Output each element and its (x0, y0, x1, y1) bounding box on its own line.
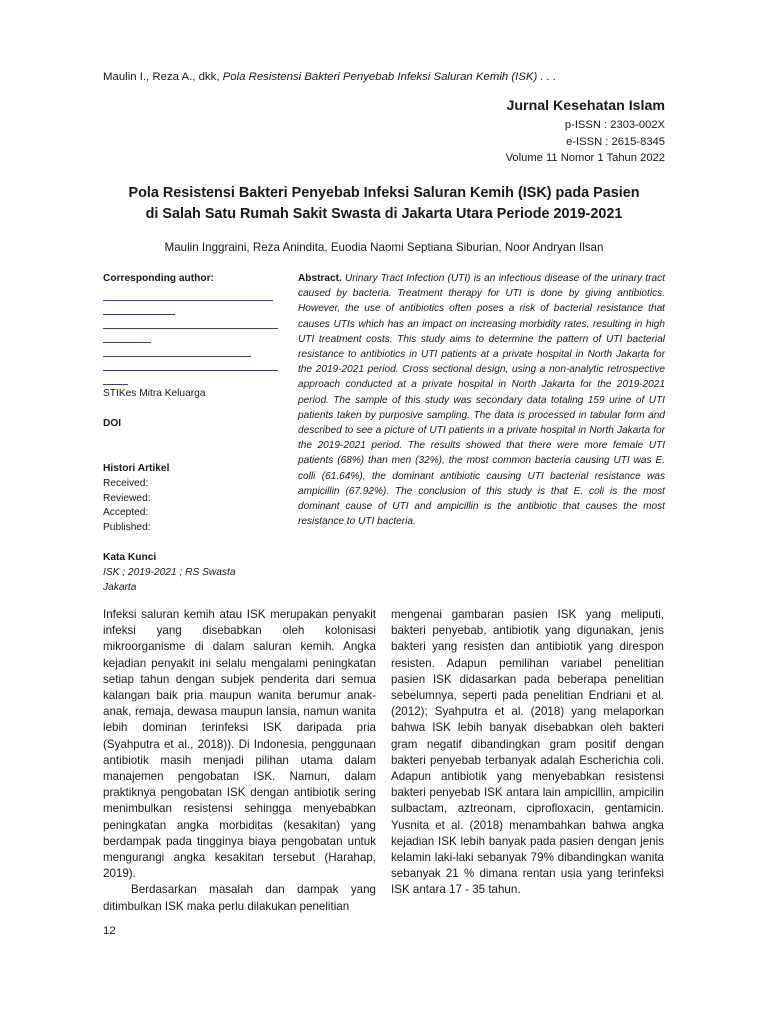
body-paragraph: Berdasarkan masalah dan dampak yang ditimbulkan ISK maka perlu dilakukan penelitian (103, 883, 376, 913)
corresponding-link-line[interactable] (103, 371, 128, 385)
reviewed-label: Reviewed: (103, 492, 151, 504)
article-title-line-2: di Salah Satu Rumah Sakit Swasta di Jakarta Utara Periode 2019-2021 (145, 206, 623, 222)
body-paragraph: mengenai gambaran pasien ISK yang meliputi, bakteri penyebab, antibiotik yang digunakan, jenis bakteri yang resisten dan antibiotik yang direspon resisten. Adapun pemilihan variabel penelitian pasien ISK didasarkan pada beberapa penelitian sebelumnya, seperti pada penelitian Endriani et al. (2012); Syahputra et al. (2018) yang melaporkan bahwa ISK lebih banyak disebabkan oleh bakteri gram negatif dibandingkan gram positif dengan bakteri penyebab terbanyak adalah Escherichia coli. Adapun antibiotik yang menyebabkan resistensi bakteri penyebab ISK antara lain ampicillin, ampicilin sulbactam, aztreonam, ciprofloxacin, gentamicin. Yusnita et al. (2018) menambahkan bahwa angka kejadian ISK lebih banyak pada pasien dengan jenis kelamin laki-laki sebanyak 79% dibandingkan wanita sebanyak 21 % dimana rentan usia yang terinfeksi ISK antara 17 - 35 tahun. (391, 608, 664, 897)
p-issn: p-ISSN : 2303-002X (564, 119, 665, 131)
page-number: 12 (103, 925, 116, 937)
article-sidebar (103, 272, 283, 596)
keywords-line-2: Jakarta (103, 582, 137, 594)
corresponding-link-line[interactable] (103, 343, 251, 357)
doi-label: DOI (103, 417, 122, 429)
abstract-text: Urinary Tract Infection (UTI) is an infectious disease of the urinary tract caused by bacteria. Treatment therapy for UTI is done by giving antibiotics. However, the use of antibiotics often poses a risk of bacterial resistance that causes UTIs which has an impact on increasing morbidity rates, resulting in high UTI treatment costs. This study aims to determine the pattern of UTI bacterial resistance to antibiotics in UTI patients at a private hospital in North Jakarta for the 2019-2021 period. Cross sectional design, using a non-analytic retrospective approach conducted at a private hospital in North Jakarta for the 2019-2021 period. The sample of this study was secondary data totaling 159 urine of UTI patients taken by purposive sampling. The data is processed in tabular form and described to see a picture of UTI patients in a private hospital in North Jakarta for the 2019-2021 period. The results showed that there were more female UTI patients (68%) than men (32%), the most common bacteria causing UTI was E. colli (61.64%), the dominant antibiotic causing UTI bacterial resistance was ampicillin (67.92%). The conclusion of this study is that E. coli is the most dominant cause of UTI and ampicillin is the antibiotic that causes the most resistance to UTI bacteria. (298, 273, 665, 528)
keywords-label: Kata Kunci (103, 552, 157, 564)
body-paragraph: Infeksi saluran kemih atau ISK merupakan penyakit infeksi yang disebabkan oleh kolonisasi mikroorganisme di dalam saluran kemih. Angka kejadian penyakit ini selalu mengalami peningkatan setiap tahun dengan subjek penderita dari semua kalangan baik pria maupun wanita berumur anak-anak, remaja, dewasa maupun lansia, namun wanita lebih dominan terinfeksi ISK daripada pria (Syahputra et al., 2018)). Di Indonesia, penggunaan antibiotik masih menjadi pilihan utama dalam manajemen pengobatan ISK. Namun, dalam praktiknya pengobatan ISK dengan antibiotik sering menimbulkan resistensi sehingga menyebabkan peningkatan angka morbiditas (kesakitan) yang berdampak pada tingginya biaya pengobatan untuk mengurangi angka kesakitan tersebut (Harahap, 2019). (103, 608, 376, 881)
e-issn: e-ISSN : 2615-8345 (566, 135, 665, 148)
history-label: Histori Artikel (103, 462, 170, 474)
abstract-label: Abstract (298, 273, 339, 284)
corresponding-author-label: Corresponding author: (103, 273, 214, 284)
published-label: Published: (103, 522, 151, 534)
journal-masthead (506, 97, 665, 167)
corresponding-link-line[interactable] (103, 287, 273, 301)
article-title-line-1: Pola Resistensi Bakteri Penyebab Infeksi Saluran Kemih (ISK) pada Pasien (128, 185, 640, 201)
received-label: Received: (103, 477, 149, 489)
corresponding-link-line[interactable] (103, 329, 151, 343)
accepted-label: Accepted: (103, 507, 149, 519)
journal-name: Jurnal Kesehatan Islam (506, 98, 665, 114)
article-title (90, 183, 678, 225)
corresponding-link-line[interactable] (103, 301, 175, 315)
corresponding-link-line[interactable] (103, 357, 278, 371)
running-head-title: Pola Resistensi Bakteri Penyebab Infeksi Saluran Kemih (ISK) . . . (222, 71, 557, 83)
abstract: Abstract. Urinary Tract Infection (UTI) is an infectious disease of the urinary tract caused by bacteria. Treatment therapy for UTI is done by giving antibiotics. However, the use of antibiotics often poses a risk of bacterial resistance that causes UTIs which has an impact on increasing morbidity rates, resulting in high UTI treatment costs. This study aims to determine the pattern of UTI bacterial resistance to antibiotics in UTI patients at a private hospital in North Jakarta for the 2019-2021 period. Cross sectional design, using a non-analytic retrospective approach conducted at a private hospital in North Jakarta for the 2019-2021 period. The sample of this study was secondary data totaling 159 urine of UTI patients taken by purposive sampling. The data is processed in tabular form and described to see a picture of UTI patients in a private hospital in North Jakarta for the 2019-2021 period. The results showed that there were more female UTI patients (68%) than men (32%), the most common bacteria causing UTI was E. colli (61.64%), the dominant antibiotic causing UTI bacterial resistance was ampicillin (67.92%). The conclusion of this study is that E. coli is the most dominant cause of UTI and ampicillin is the antibiotic that causes the most resistance to UTI bacteria. (298, 273, 665, 528)
affiliation: STIKes Mitra Keluarga (103, 387, 206, 399)
volume-info: Volume 11 Nomor 1 Tahun 2022 (505, 152, 665, 164)
article-authors: Maulin Inggraini, Reza Anindita, Euodia Naomi Septiana Siburian, Noor Andryan Ilsan (164, 241, 604, 254)
body-column-right (391, 607, 664, 899)
corresponding-link-line[interactable] (103, 315, 278, 329)
running-head-authors: Maulin I., Reza A., dkk, (103, 71, 223, 83)
keywords-line-1: ISK ; 2019-2021 ; RS Swasta (103, 567, 236, 579)
running-head (103, 71, 556, 83)
body-column-left (103, 607, 376, 915)
